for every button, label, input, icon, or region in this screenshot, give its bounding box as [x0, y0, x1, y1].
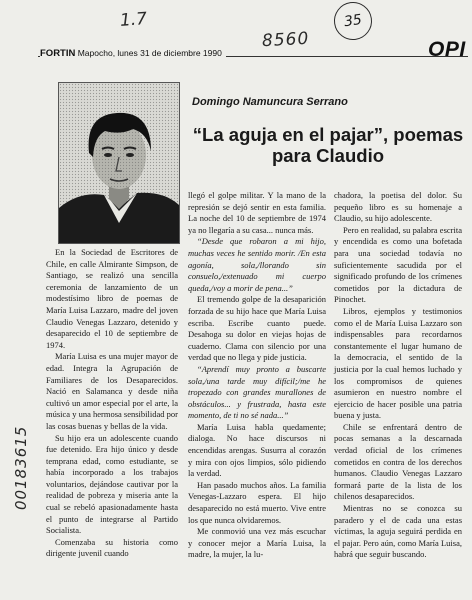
paragraph: Su hijo era un adolescente cuando fue detenido. Era hijo único y desde temprana edad, como estudiante, se había incorporado a los trabajos voluntarios, dejándose cautivar por la realidad de pobreza y miseria ante la cual se rebeló apasionadamente hasta el punto de integrarse al Partido Socialista. — [46, 432, 178, 536]
poem-quote: “Aprendí muy pronto a buscarte sola,/una tarde muy difícil;/me he tropezado con grandes murallones de obstáculos... y frustrada, hasta este momento, de ti no sé nada...” — [188, 363, 326, 421]
paragraph: Comenzaba su historia como dirigente juvenil cuando — [46, 536, 178, 559]
paragraph: Libros, ejemplos y testimonios como el de María Luisa Lazzaro son indispensables para recordarnos constantemente el lugar humano de la democracia, el sentido de la justicia por la cual hemos luchado y los compromisos de quienes asumieron en nuestro nombre el ejercicio de hacer posible una patria buena y justa. — [334, 305, 462, 421]
handwritten-vertical-code: 00183615 — [12, 425, 30, 510]
masthead — [40, 48, 226, 59]
article-column-2 — [188, 190, 326, 561]
paragraph: María Luisa habla quedamente; dialoga. No hace discursos ni encendidas arengas. Susurra al corazón y mira con ojos limpios, sólo pidiendo la verdad. — [188, 421, 326, 479]
article-column-1 — [46, 247, 178, 560]
headline: “La aguja en el pajar”, poemas para Claudio — [192, 124, 464, 166]
paragraph: llegó el golpe militar. Y la mano de la represión se dejó sentir en esta familia. La noche del 10 de septiembre de 1974 ya no llegaría a su casa... nunca más. — [188, 190, 326, 235]
paragraph: Mientras no se conozca su paradero y el de cada una estas víctimas, la aguja seguirá perdida en el pajar. Pero aún, como María Luisa, habrá que seguir buscando. — [334, 503, 462, 560]
paragraph: Chile se enfrentará dentro de pocas semanas a la descarnada verdad oficial de los crímenes cometidos en contra de los derechos humanos. Claudio Venegas Lazzaro formará parte de la lista de los chilenos desaparecidos. — [334, 421, 462, 502]
section-tab: OPI — [428, 38, 466, 61]
poem-quote: “Desde que robaron a mi hijo, muchas veces he sentido morir. /En esta agonía, sola,/llorando sin consuelo,/extenuado mi cuerpo queda,/voy a morir de pena...” — [188, 236, 326, 293]
paragraph: El tremendo golpe de la desaparición forzada de su hijo hace que María Luisa escriba. Escribe cuanto puede. Desahoga su dolor en viejas hojas de cuaderno. Clama con silencio por una verdad que no llega y pide justicia. — [188, 294, 326, 363]
masthead-date: Mapocho, lunes 31 de diciembre 1990 — [75, 48, 222, 58]
handwritten-note-top: 1.7 — [119, 9, 148, 31]
paragraph: Pero en realidad, su palabra escrita y encendida es como una bofetada para una sociedad todavía no suficientemente sacudida por el significado profundo de los crímenes cometidos por la dictadura de Pinochet. — [334, 224, 462, 305]
paragraph: chadora, la poetisa del dolor. Su pequeño libro es su homenaje a Claudio, su hijo adolescente. — [334, 190, 462, 224]
paragraph: Me conmovió una vez más escuchar y conocer mejor a María Luisa, la madre, la mujer, la lu- — [188, 526, 326, 560]
article-column-3 — [334, 190, 462, 561]
masthead-name: FORTIN — [40, 48, 76, 59]
author-photo — [58, 82, 180, 244]
portrait-photo-image — [59, 83, 179, 243]
paragraph: María Luisa es una mujer mayor de edad. Integra la Agrupación de Familiares de los Desaparecidos. Nació en Salamanca y desde niña cultivó un amor especial por el arte, la música y una hermosa sensibilidad por las cosas buenas y bellas de la vida. — [46, 351, 178, 431]
paragraph: En la Sociedad de Escritores de Chile, en calle Almirante Simpson, de Santiago, se realizó una sencilla ceremonia de lanzamiento de un modestísimo libro de poemas de María Luisa Lazzaro, madre del joven Claudio Venegas Lazzaro, detenido y desaparecido el 10 de septiembre de 1974. — [46, 247, 178, 350]
paragraph: Han pasado muchos años. La familia Venegas-Lazzaro espera. El hijo desaparecido no está muerto. Vive entre los que nunca olvidaremos. — [188, 479, 326, 525]
handwritten-circled-number: 35 — [332, 0, 375, 42]
handwritten-number: 8560 — [261, 28, 310, 52]
byline: Domingo Namuncura Serrano — [192, 96, 348, 108]
